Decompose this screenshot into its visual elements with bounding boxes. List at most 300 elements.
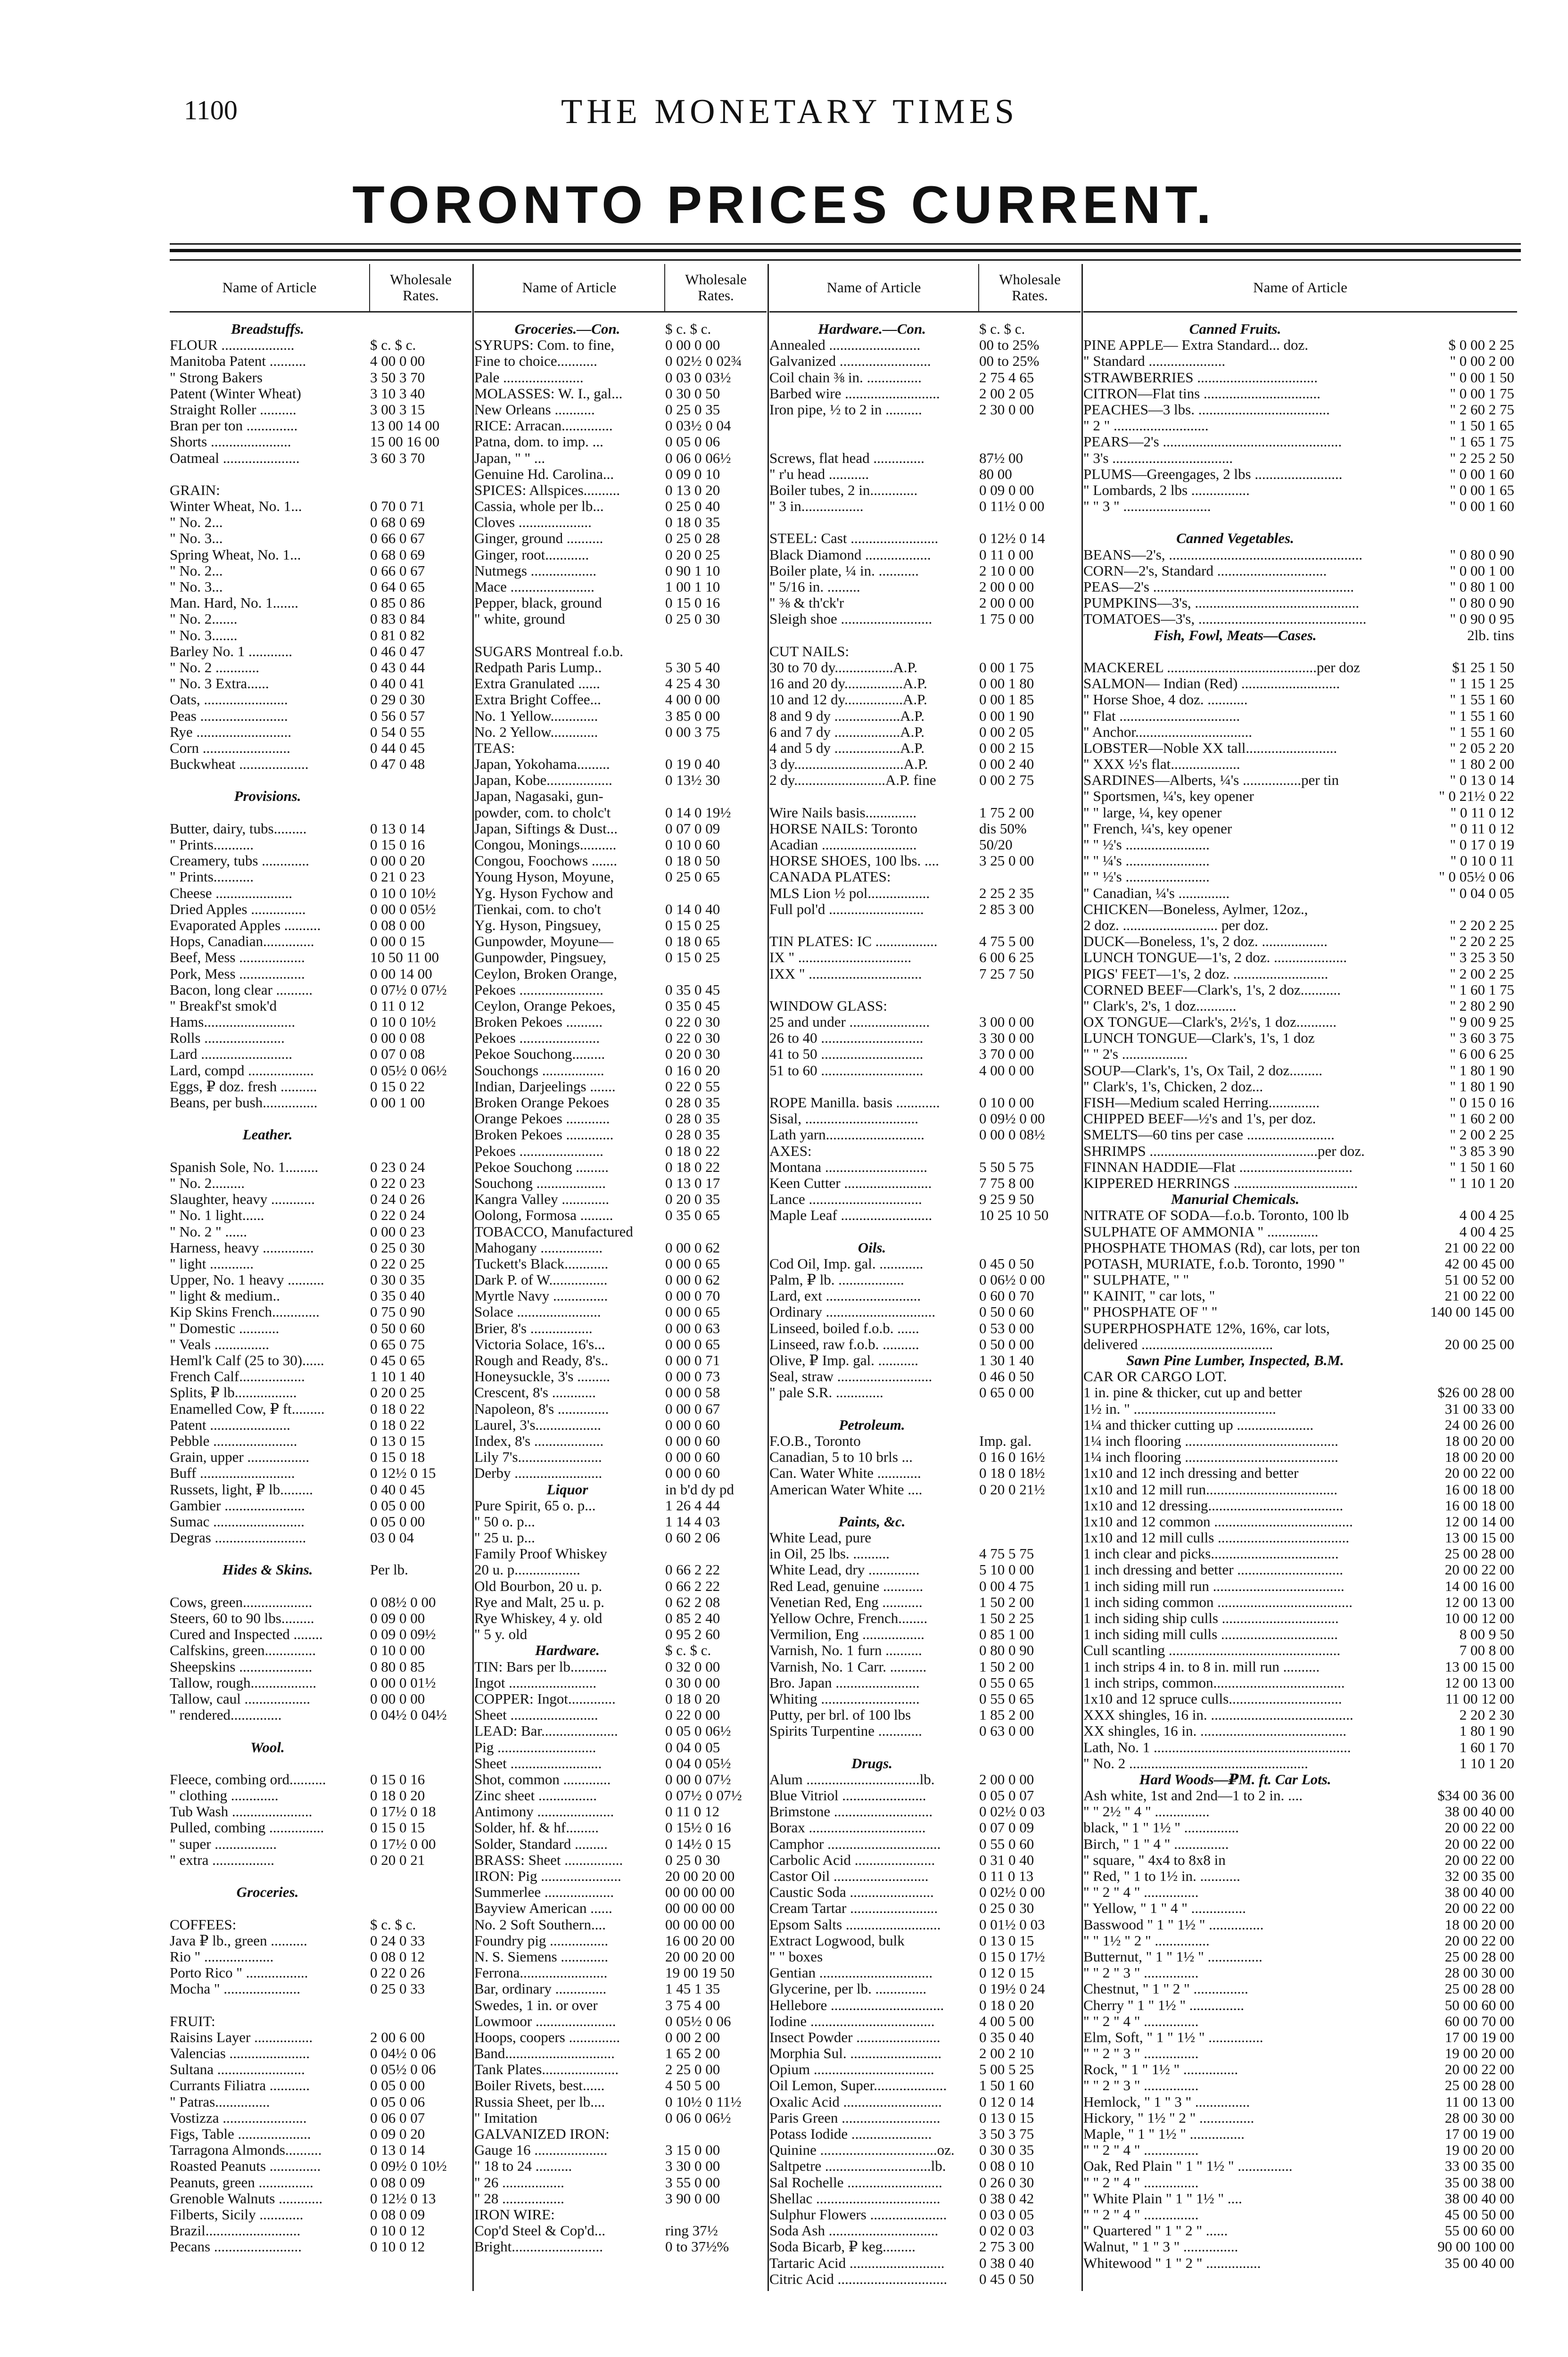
wholesale-rate: 4 75 5 00 (979, 933, 1034, 950)
article-name: Broken Orange Pekoes (474, 1095, 609, 1111)
wholesale-rate: " 0 80 1 00 (1450, 579, 1514, 595)
article-name: Tienkai, com. to cho't (474, 901, 601, 917)
article-name: 1 inch dressing and better ............................. (1083, 1562, 1344, 1578)
table-row (1083, 2029, 1517, 2045)
wholesale-rate: 20 00 22 00 (1444, 1836, 1514, 1852)
table-row (1083, 1691, 1517, 1707)
wholesale-rate: 10 50 11 00 (370, 949, 439, 966)
table-row (170, 530, 471, 546)
table-row (474, 1224, 767, 1240)
wholesale-rate: 12 00 13 00 (1444, 1594, 1514, 1610)
table-row (769, 353, 1081, 369)
section-heading (769, 1755, 1081, 1772)
article-name: Camphor ............................... (769, 1836, 941, 1852)
article-name: Broken Pekoes ............. (474, 1127, 614, 1143)
table-row (170, 1578, 471, 1594)
wholesale-rate: 2 00 2 05 (979, 385, 1034, 402)
article-name: 26 to 40 ............................ (769, 1030, 924, 1047)
wholesale-rate: 9 25 9 50 (979, 1191, 1034, 1208)
wholesale-rate: 0 54 0 55 (370, 724, 425, 740)
table-row (1083, 1578, 1517, 1594)
table-row (769, 1127, 1081, 1143)
article-name: Tarragona Almonds.......... (170, 2142, 322, 2159)
article-name: IRON: Pig ...................... (474, 1868, 621, 1884)
article-name: " " 2 " 3 " ............... (1083, 1965, 1199, 1981)
table-row (769, 1900, 1081, 1916)
wholesale-rate: " 0 80 0 90 (1450, 595, 1514, 611)
table-row (1083, 1836, 1517, 1852)
article-name: Rolls ...................... (170, 1030, 285, 1047)
table-row (1083, 949, 1517, 965)
wholesale-rate: 20 00 22 00 (1444, 1820, 1514, 1836)
article-name: 1 inch siding common ..................................... (1083, 1594, 1353, 1610)
table-row (170, 1917, 471, 1933)
article-name: FINNAN HADDIE—Flat ............................... (1083, 1159, 1353, 1175)
wholesale-rate: 0 11 0 12 (665, 1804, 720, 1820)
article-name: " " ½'s ....................... (1083, 837, 1210, 853)
article-name: SHRIMPS ..............................................per doz. (1083, 1143, 1365, 1159)
article-name: Varnish, No. 1 Carr. .......... (769, 1658, 927, 1675)
article-name: SUGARS Montreal f.o.b. (474, 643, 624, 659)
article-name: Ginger, root............ (474, 546, 589, 563)
wholesale-rate: " 0 11 0 12 (1450, 804, 1514, 821)
article-name: 1x10 and 12 dressing..................................... (1083, 1497, 1344, 1514)
article-name: AXES: (769, 1143, 812, 1159)
article-name: " Yellow, " 1 " 4 " ............... (1083, 1900, 1246, 1917)
article-name: Tallow, caul .................. (170, 1690, 311, 1707)
table-row (474, 1788, 767, 1804)
article-name: Summerlee ................... (474, 1884, 614, 1901)
wholesale-rate: 0 30 0 35 (979, 2142, 1034, 2159)
table-row (474, 402, 767, 418)
article-name: Japan, " " ... (474, 450, 545, 466)
article-name: SUPERPHOSPHATE 12%, 16%, car lots, (1083, 1320, 1330, 1336)
table-row (170, 2175, 471, 2191)
article-name: Gentian ............................... (769, 1965, 933, 1981)
wholesale-rate (974, 788, 1081, 804)
table-row (1083, 708, 1517, 724)
article-name: 10 and 12 dy................A.P. (769, 692, 927, 708)
article-name: FISH—Medium scaled Herring.............. (1083, 1095, 1320, 1111)
table-row (769, 966, 1081, 982)
wholesale-rate: 0 00 0 00 (370, 1690, 425, 1707)
table-row (1083, 1530, 1517, 1546)
table-row (170, 627, 471, 643)
wholesale-rate: 2 00 0 00 (979, 595, 1034, 611)
wholesale-rate: " 1 10 1 20 (1450, 1175, 1514, 1191)
wholesale-rate: " 0 17 0 19 (1450, 837, 1514, 853)
wholesale-rate: 2 85 3 00 (979, 901, 1034, 917)
wholesale-rate: 0 18 0 20 (665, 1690, 720, 1707)
article-name: Iron pipe, ½ to 2 in .......... (769, 401, 922, 418)
article-name: " " 2 " 3 " ............... (1083, 2077, 1199, 2094)
article-name: Can. Water White ............ (769, 1465, 921, 1482)
table-row (1083, 1304, 1517, 1320)
wholesale-rate: 45 00 50 00 (1444, 2206, 1514, 2223)
article-name: Honeysuckle, 3's ......... (474, 1368, 610, 1385)
table-row (170, 2029, 471, 2045)
article-name: No. 2 Soft Southern.... (474, 1916, 606, 1933)
table-row (769, 1014, 1081, 1030)
table-row (1083, 498, 1517, 514)
section-heading (170, 1884, 471, 1900)
wholesale-rate: 0 30 0 35 (370, 1272, 425, 1288)
table-row (170, 1385, 471, 1401)
wholesale-rate: 90 00 100 00 (1437, 2239, 1514, 2255)
wholesale-rate: 0 65 0 75 (370, 1336, 425, 1352)
table-row (474, 1610, 767, 1626)
table-row (1083, 547, 1517, 563)
article-name: Ferrona........................ (474, 1965, 608, 1981)
table-row (1083, 1288, 1517, 1304)
wholesale-rate: 0 05 0 00 (370, 2077, 425, 2094)
article-name: LUNCH TONGUE—Clark's, 1's, 1 doz (1083, 1030, 1315, 1047)
table-row (474, 627, 767, 643)
table-row (769, 1465, 1081, 1481)
article-name: Tartaric Acid .......................... (769, 2255, 945, 2271)
wholesale-rate (365, 2013, 471, 2029)
table-row (474, 1772, 767, 1788)
wholesale-rate: 0 07 0 09 (665, 820, 720, 837)
table-row (769, 1981, 1081, 1997)
wholesale-rate: 0 00 0 62 (665, 1272, 720, 1288)
article-name: POTASH, MURIATE, f.o.b. Toronto, 1990 " (1083, 1255, 1345, 1272)
article-name (769, 1498, 974, 1514)
table-row (170, 2094, 471, 2110)
wholesale-rate: 0 17½ 0 18 (370, 1804, 436, 1820)
table-row (1083, 1884, 1517, 1900)
article-name (769, 1224, 974, 1240)
table-row (170, 2013, 471, 2029)
wholesale-rate: 0 85 0 86 (370, 595, 425, 611)
table-row (170, 1723, 471, 1739)
table-row (1083, 1449, 1517, 1465)
wholesale-rate: 1 50 2 25 (979, 1610, 1034, 1626)
wholesale-rate (974, 1079, 1081, 1095)
table-row (170, 498, 471, 514)
article-name: Whitewood " 1 " 2 " ............... (1083, 2255, 1261, 2271)
row-list (474, 313, 767, 2255)
article-name: Patent ...................... (170, 1417, 290, 1433)
wholesale-rate (660, 1224, 767, 1240)
article-name: White Lead, dry .............. (769, 1562, 920, 1578)
article-name: Breadstuffs. (231, 321, 305, 337)
article-name: Oils. (858, 1239, 886, 1256)
wholesale-rate: 0 00 2 00 (665, 2029, 720, 2045)
wholesale-rate: 0 09 0 00 (370, 1610, 425, 1626)
wholesale-rate (1387, 901, 1517, 917)
article-name: Bright......................... (474, 2239, 603, 2255)
article-name: 20 u. p.................. (474, 1562, 580, 1578)
wholesale-rate: 16 00 20 00 (665, 1932, 735, 1949)
wholesale-rate: 0 20 0 21 (370, 1852, 425, 1868)
wholesale-rate: 20 00 22 00 (1444, 1562, 1514, 1578)
table-row (474, 1352, 767, 1368)
table-row (1083, 402, 1517, 418)
article-name: Laurel, 3's.................. (474, 1417, 602, 1433)
wholesale-rate: 0 13½ 30 (665, 772, 720, 789)
article-name (170, 466, 365, 482)
wholesale-rate: 0 31 0 40 (979, 1852, 1034, 1868)
wholesale-rate: 20 00 22 00 (1444, 1465, 1514, 1482)
wholesale-rate: dis 50% (979, 820, 1027, 837)
table-row (769, 2191, 1081, 2207)
table-row (769, 1191, 1081, 1207)
wholesale-rate: 0 08 0 00 (370, 917, 425, 933)
wholesale-rate: 00 00 00 00 (665, 1916, 735, 1933)
article-name: " Clark's, 2's, 1 doz........... (1083, 997, 1237, 1014)
wholesale-rate: $ c. $ c. (665, 1642, 711, 1659)
article-name: Calfskins, green.............. (170, 1642, 316, 1659)
wholesale-rate: " 0 15 0 16 (1450, 1095, 1514, 1111)
table-row (170, 1191, 471, 1207)
article-name: Basswood " 1 " 1½ " ............... (1083, 1916, 1264, 1933)
article-name: " Prints........... (170, 837, 254, 853)
article-name: Ordinary .............................. (769, 1304, 936, 1320)
wholesale-rate (974, 982, 1081, 998)
table-row (474, 1868, 767, 1884)
wholesale-rate: 0 25 0 30 (665, 1852, 720, 1868)
article-name (170, 805, 365, 821)
wholesale-rate: 0 00 0 62 (665, 1239, 720, 1256)
table-row (769, 1111, 1081, 1127)
wholesale-rate: " 0 00 1 50 (1450, 369, 1514, 386)
article-name: " No. 1 light...... (170, 1207, 264, 1224)
article-name: Boiler plate, ¼ in. ........... (769, 562, 919, 579)
article-name: Derby ........................ (474, 1465, 602, 1482)
table-row (769, 949, 1081, 965)
table-row (769, 2029, 1081, 2045)
article-name: Fish, Fowl, Meats—Cases. (1154, 627, 1317, 643)
wholesale-rate: 1 50 2 00 (979, 1658, 1034, 1675)
wholesale-rate: " 2 05 2 20 (1450, 740, 1514, 756)
table-row (474, 1530, 767, 1546)
wholesale-rate (660, 627, 767, 643)
article-name: " KAINIT, " car lots, " (1083, 1288, 1215, 1304)
table-row (170, 1772, 471, 1788)
table-row (474, 2191, 767, 2207)
table-row (1083, 1175, 1517, 1191)
article-name: 4 and 5 dy ..................A.P. (769, 740, 924, 756)
table-row (474, 1240, 767, 1256)
article-name: Patna, dom. to imp. ... (474, 434, 603, 450)
table-row (1083, 1143, 1517, 1159)
wholesale-rate (1387, 1772, 1517, 1788)
wholesale-rate: 0 46 0 47 (370, 643, 425, 659)
wholesale-rate: " 1 60 1 75 (1450, 981, 1514, 998)
wholesale-rate: 0 09 0 20 (370, 2126, 425, 2142)
table-row (170, 1449, 471, 1465)
table-row (474, 1272, 767, 1288)
table-row (474, 1949, 767, 1965)
wholesale-rate: 3 90 0 00 (665, 2190, 720, 2207)
article-name: Wire Nails basis.............. (769, 804, 917, 821)
table-row (474, 1127, 767, 1143)
wholesale-rate: 4 00 4 25 (1459, 1207, 1514, 1224)
table-row (1083, 1240, 1517, 1256)
article-name: " 50 o. p... (474, 1513, 535, 1530)
article-name: N. S. Siemens ............. (474, 1948, 609, 1965)
wholesale-rate: 14 00 16 00 (1444, 1578, 1514, 1594)
wholesale-rate: 38 00 40 00 (1444, 2190, 1514, 2207)
wholesale-rate: 0 08 0 12 (370, 1948, 425, 1965)
table-row (769, 1917, 1081, 1933)
article-name: Pekoes ...................... (474, 1030, 600, 1047)
table-row (170, 1224, 471, 1240)
wholesale-rate: 3 15 0 00 (665, 2142, 720, 2159)
table-row (1083, 1063, 1517, 1079)
table-row (1083, 2239, 1517, 2255)
article-name: " 2 " .......................... (1083, 418, 1209, 434)
article-name: PUMPKINS—3's, ............................................. (1083, 595, 1360, 611)
table-row (170, 514, 471, 530)
article-name (769, 1401, 974, 1417)
article-name: Lard, compd .................. (170, 1062, 314, 1079)
table-row (474, 1707, 767, 1723)
wholesale-rate: 0 15 0 16 (665, 595, 720, 611)
article-name (170, 772, 365, 788)
wholesale-rate: 1 65 2 00 (665, 2045, 720, 2062)
table-row (769, 1256, 1081, 1272)
wholesale-rate: 0 02½ 0 02¾ (665, 353, 742, 370)
wholesale-rate: 0 26 0 30 (979, 2174, 1034, 2191)
article-name: Straight Roller .......... (170, 401, 297, 418)
article-name: Bro. Japan ....................... (769, 1674, 920, 1691)
article-name: delivered .................................... (1083, 1336, 1273, 1352)
table-row (474, 1917, 767, 1933)
table-row (769, 1079, 1081, 1095)
table-row (170, 1482, 471, 1498)
table-row (769, 579, 1081, 595)
wholesale-rate (365, 1900, 471, 1916)
section-heading (1083, 321, 1517, 337)
table-row (1083, 514, 1517, 530)
table-row (474, 2013, 767, 2029)
table-row (1083, 1610, 1517, 1626)
article-name: Manitoba Patent .......... (170, 353, 306, 370)
wholesale-rate: 00 00 00 00 (665, 1900, 735, 1917)
table-row (769, 1820, 1081, 1836)
article-name: Rye .......................... (170, 724, 291, 740)
table-row (1083, 1852, 1517, 1868)
wholesale-rate: 00 to 25% (979, 353, 1040, 370)
wholesale-rate: 0 62 2 08 (665, 1594, 720, 1610)
wholesale-rate: 0 66 0 67 (370, 530, 425, 547)
wholesale-rate: 2 25 2 35 (979, 885, 1034, 901)
table-row (474, 2175, 767, 2191)
wholesale-rate: 0 05½ 0 06 (665, 2013, 731, 2029)
article-name: 1x10 and 12 spruce culls............................... (1083, 1690, 1342, 1707)
table-row (474, 1207, 767, 1223)
table-row (1083, 1804, 1517, 1820)
wholesale-rate: 0 13 0 14 (370, 820, 425, 837)
wholesale-rate: 2 10 0 00 (979, 562, 1034, 579)
wholesale-rate: " 1 55 1 60 (1450, 708, 1514, 724)
table-row (769, 676, 1081, 692)
wholesale-rate (974, 1530, 1081, 1546)
article-name: Tallow, rough.................. (170, 1674, 316, 1691)
article-name: GRAIN: (170, 482, 220, 498)
article-name: " White Plain " 1 " 1½ " .... (1083, 2190, 1242, 2207)
wholesale-rate: 0 18 0 18½ (979, 1465, 1045, 1482)
wholesale-rate: 0 to 37½% (665, 2239, 729, 2255)
article-name: Japan, Siftings & Dust... (474, 820, 618, 837)
table-row (769, 1336, 1081, 1352)
table-row (769, 788, 1081, 804)
table-row (170, 2142, 471, 2158)
wholesale-rate: 0 35 0 40 (370, 1288, 425, 1304)
wholesale-rate: 0 15 0 25 (665, 917, 720, 933)
table-row (170, 1288, 471, 1304)
article-name: SPICES: Allspices.......... (474, 482, 620, 498)
wholesale-rate: 0 07½ 0 07½ (370, 981, 447, 998)
wholesale-rate: 0 00 1 75 (979, 659, 1034, 676)
table-row (474, 514, 767, 530)
article-name: Canned Vegetables. (1176, 530, 1294, 547)
table-row (1083, 1385, 1517, 1401)
article-name (170, 1723, 365, 1739)
article-name (474, 627, 660, 643)
table-row (769, 370, 1081, 386)
table-row (1083, 1320, 1517, 1336)
table-row (1083, 1981, 1517, 1997)
article-name: Ceylon, Broken Orange, (474, 965, 618, 982)
table-row (769, 2142, 1081, 2158)
table-row (1083, 901, 1517, 917)
article-name: Spirits Turpentine ............ (769, 1723, 922, 1739)
article-name: " " boxes (769, 1948, 823, 1965)
table-row (1083, 821, 1517, 837)
table-row (1083, 1401, 1517, 1417)
wholesale-rate: 1 80 1 90 (1459, 1723, 1514, 1739)
wholesale-rate: 4 00 0 00 (665, 692, 720, 708)
article-name: " " 2½ " 4 " ............... (1083, 1804, 1210, 1820)
article-name: HORSE SHOES, 100 lbs. .... (769, 853, 939, 869)
wholesale-rate (974, 627, 1081, 643)
table-row (769, 1691, 1081, 1707)
wholesale-rate: 0 25 0 30 (979, 1900, 1034, 1917)
table-row (1083, 1546, 1517, 1562)
wholesale-rate (974, 643, 1081, 659)
wholesale-rate (660, 1546, 767, 1562)
table-row (1083, 966, 1517, 982)
wholesale-rate: 0 15 0 16 (370, 1771, 425, 1788)
wholesale-rate: " 0 13 0 14 (1450, 772, 1514, 789)
table-row (474, 1659, 767, 1675)
article-name: Peanuts, green ............... (170, 2174, 314, 2191)
table-row (170, 756, 471, 772)
wholesale-rate: 0 05 0 06 (665, 434, 720, 450)
wholesale-rate: 0 00 0 23 (370, 1223, 425, 1240)
top-rule (170, 243, 1521, 245)
wholesale-rate: 19 00 20 00 (1444, 2142, 1514, 2159)
table-row (769, 450, 1081, 466)
table-row (170, 805, 471, 821)
table-row (769, 2158, 1081, 2174)
wholesale-rate: 0 18 0 20 (979, 1997, 1034, 2013)
article-name: Boiler tubes, 2 in............. (769, 482, 918, 498)
article-name: Cured and Inspected ........ (170, 1626, 323, 1643)
wholesale-rate: 16 00 18 00 (1444, 1481, 1514, 1498)
wholesale-rate: 0 05 0 00 (370, 1513, 425, 1530)
wholesale-rate: 13 00 15 00 (1444, 1658, 1514, 1675)
table-row (769, 982, 1081, 998)
table-row (1083, 2110, 1517, 2126)
article-name: PEARS—2's ................................................. (1083, 434, 1342, 450)
wholesale-rate: 0 12½ 0 14 (979, 530, 1045, 547)
article-name: " Strong Bakers (170, 369, 263, 386)
wholesale-rate: 0 56 0 57 (370, 708, 425, 724)
